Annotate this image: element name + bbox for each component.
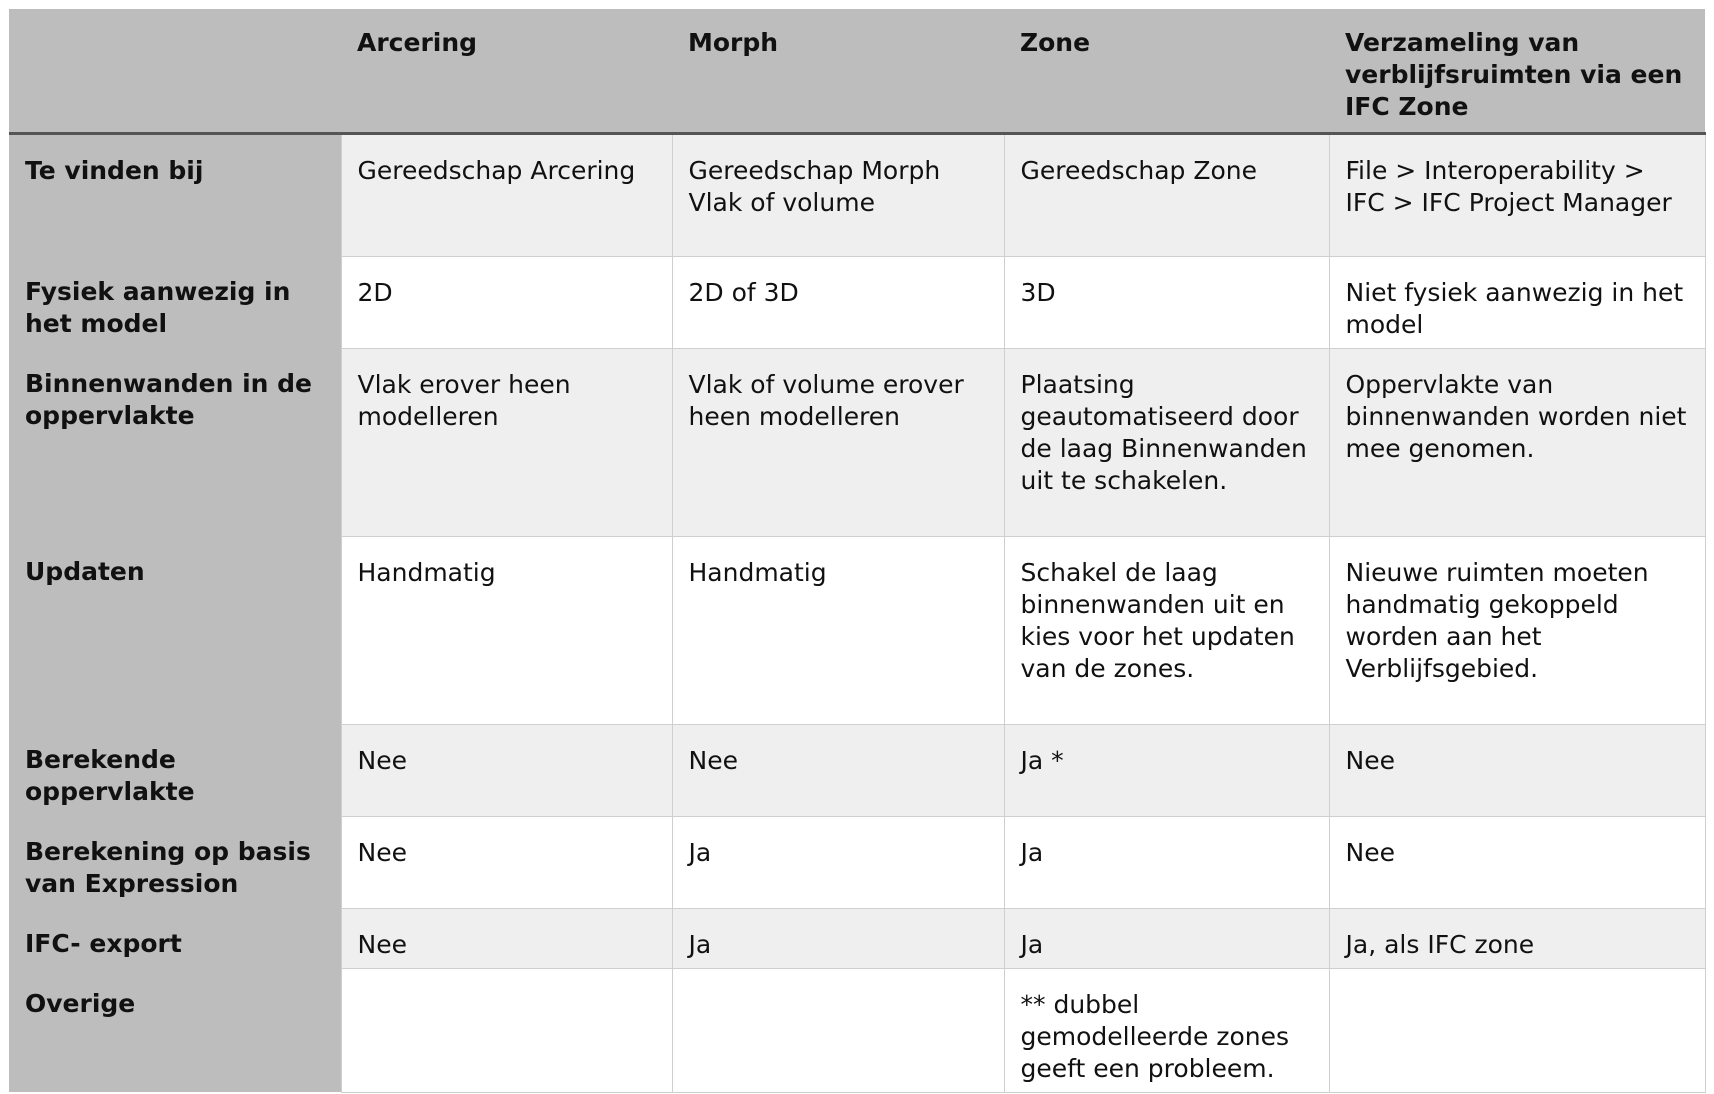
comparison-table-container <box>9 9 1706 1093</box>
table-cell <box>341 968 672 1092</box>
table-row <box>9 348 1705 536</box>
table-row <box>9 133 1705 256</box>
table-cell: Vlak erover heen modelleren <box>341 348 672 536</box>
table-row <box>9 908 1705 968</box>
header-cell-ifc-zone: Verzameling van verblijfsruimten via een IFC Zone <box>1329 9 1705 133</box>
table-cell: Nee <box>1329 724 1705 816</box>
table-cell: 2D <box>341 256 672 348</box>
table-cell: Nee <box>341 816 672 908</box>
table-cell <box>672 968 1004 1092</box>
table-row <box>9 968 1705 1092</box>
table-cell: Gereedschap Arcering <box>341 133 672 256</box>
table-cell: Schakel de laag binnenwanden uit en kies voor het updaten van de zones. <box>1004 536 1329 724</box>
header-cell-empty <box>9 9 341 133</box>
table-cell <box>1329 968 1705 1092</box>
header-cell-zone: Zone <box>1004 9 1329 133</box>
header-cell-arcering: Arcering <box>341 9 672 133</box>
table-cell: Ja, als IFC zone <box>1329 908 1705 968</box>
row-label: Overige <box>9 968 341 1092</box>
table-cell: Ja * <box>1004 724 1329 816</box>
comparison-table <box>9 9 1706 1093</box>
table-cell: Nee <box>1329 816 1705 908</box>
table-cell: Gereedschap Zone <box>1004 133 1329 256</box>
table-cell: Nieuwe ruimten moeten handmatig gekoppeld worden aan het Verblijfsgebied. <box>1329 536 1705 724</box>
table-cell: Nee <box>341 724 672 816</box>
table-row <box>9 724 1705 816</box>
table-cell: Ja <box>1004 908 1329 968</box>
table-cell: Ja <box>672 908 1004 968</box>
table-cell: Ja <box>1004 816 1329 908</box>
table-cell: Ja <box>672 816 1004 908</box>
header-cell-morph: Morph <box>672 9 1004 133</box>
table-row <box>9 816 1705 908</box>
table-row <box>9 256 1705 348</box>
table-cell: ** dubbel gemodelleerde zones geeft een probleem. <box>1004 968 1329 1092</box>
table-cell: Vlak of volume erover heen modelleren <box>672 348 1004 536</box>
table-cell: 2D of 3D <box>672 256 1004 348</box>
table-row <box>9 536 1705 724</box>
table-cell: Niet fysiek aanwezig in het model <box>1329 256 1705 348</box>
table-cell: Plaatsing geautomatiseerd door de laag Binnenwanden uit te schakelen. <box>1004 348 1329 536</box>
row-label: Berekende oppervlakte <box>9 724 341 816</box>
table-cell: Handmatig <box>672 536 1004 724</box>
row-label: Te vinden bij <box>9 133 341 256</box>
table-cell: Nee <box>672 724 1004 816</box>
row-label: Updaten <box>9 536 341 724</box>
table-cell: Gereedschap Morph Vlak of volume <box>672 133 1004 256</box>
row-label: Fysiek aanwezig in het model <box>9 256 341 348</box>
row-label: IFC- export <box>9 908 341 968</box>
table-cell: 3D <box>1004 256 1329 348</box>
table-cell: File > Interoperability > IFC > IFC Project Manager <box>1329 133 1705 256</box>
table-header-row <box>9 9 1705 133</box>
table-cell: Nee <box>341 908 672 968</box>
row-label: Binnenwanden in de oppervlakte <box>9 348 341 536</box>
row-label: Berekening op basis van Expression <box>9 816 341 908</box>
table-cell: Oppervlakte van binnenwanden worden niet mee genomen. <box>1329 348 1705 536</box>
table-cell: Handmatig <box>341 536 672 724</box>
